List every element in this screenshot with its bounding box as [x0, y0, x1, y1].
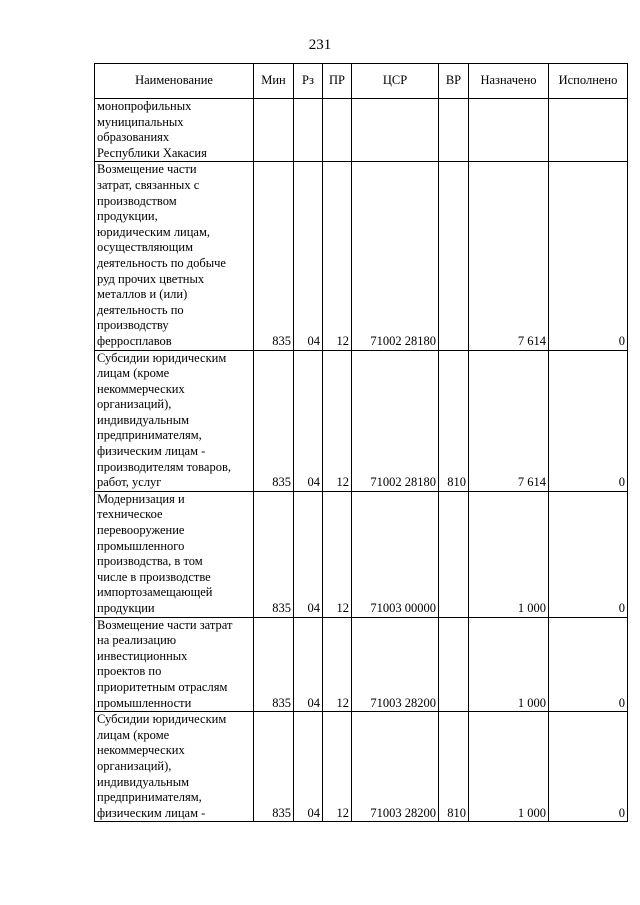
cell-vr — [439, 162, 469, 350]
cell-csr — [352, 99, 439, 162]
table-row — [95, 617, 628, 712]
row-name-line: индивидуальным — [97, 774, 190, 789]
cell-csr: 71002 28180 — [352, 162, 439, 350]
row-name-line: Возмещение части — [97, 162, 197, 177]
row-name-line: некоммерческих — [97, 381, 185, 396]
header-row — [95, 64, 628, 99]
row-name-line: импортозамещающей — [97, 585, 213, 600]
table-row — [95, 712, 628, 822]
row-name-line: физическим лицам - — [97, 805, 206, 820]
cell-rz: 04 — [294, 491, 323, 617]
row-name-line: осуществляющим — [97, 240, 193, 255]
cell-pr — [323, 99, 352, 162]
table-row — [95, 162, 628, 350]
cell-pr: 12 — [323, 350, 352, 491]
row-name-line: Республики Хакасия — [97, 145, 207, 160]
row-name-line: продукции, — [97, 209, 158, 224]
cell-assigned: 1 000 — [469, 491, 549, 617]
header-name: Наименование — [95, 64, 254, 99]
cell-assigned: 1 000 — [469, 617, 549, 712]
header-rz: Рз — [294, 64, 323, 99]
row-name-line: юридическим лицам, — [97, 224, 211, 239]
row-name-line: работ, услуг — [97, 475, 162, 490]
cell-pr: 12 — [323, 162, 352, 350]
cell-vr — [439, 617, 469, 712]
cell-csr: 71003 28200 — [352, 712, 439, 822]
cell-csr: 71003 00000 — [352, 491, 439, 617]
cell-csr: 71002 28180 — [352, 350, 439, 491]
cell-rz: 04 — [294, 712, 323, 822]
row-name-line: ферросплавов — [97, 333, 172, 348]
row-name — [95, 162, 254, 350]
row-name-line: производителям товаров, — [97, 459, 231, 474]
row-name-line: Субсидии юридическим — [97, 712, 227, 727]
row-name-line: продукции — [97, 601, 155, 615]
row-name-line: производством — [97, 193, 177, 208]
cell-assigned: 7 614 — [469, 350, 549, 491]
row-name-line: лицам (кроме — [97, 366, 170, 381]
budget-table — [94, 63, 628, 822]
row-name-line: организаций), — [97, 758, 172, 773]
row-name-line: физическим лицам - — [97, 444, 206, 459]
cell-pr: 12 — [323, 712, 352, 822]
row-name-line: Модернизация и — [97, 491, 185, 506]
cell-min: 835 — [254, 712, 294, 822]
cell-executed: 0 — [549, 350, 628, 491]
row-name-line: деятельность по добыче — [97, 255, 226, 270]
cell-vr — [439, 99, 469, 162]
cell-assigned: 7 614 — [469, 162, 549, 350]
row-name-line: предпринимателям, — [97, 428, 202, 443]
row-name-line: муниципальных — [97, 114, 184, 129]
cell-min — [254, 99, 294, 162]
cell-rz — [294, 99, 323, 162]
row-name-line: промышленного — [97, 538, 185, 553]
row-name-line: числе в производстве — [97, 569, 211, 584]
cell-executed: 0 — [549, 712, 628, 822]
header-executed: Исполнено — [549, 64, 628, 99]
cell-executed: 0 — [549, 617, 628, 712]
cell-pr: 12 — [323, 491, 352, 617]
row-name-line: техническое — [97, 507, 163, 522]
row-name-line: металлов и (или) — [97, 287, 188, 302]
row-name-line: некоммерческих — [97, 743, 185, 758]
row-name-line: инвестиционных — [97, 648, 188, 663]
header-pr: ПР — [323, 64, 352, 99]
row-name-line: индивидуальным — [97, 412, 190, 427]
row-name-line: деятельность по — [97, 302, 184, 317]
table-row — [95, 99, 628, 162]
cell-executed: 0 — [549, 491, 628, 617]
row-name-line: проектов по — [97, 664, 162, 679]
cell-min: 835 — [254, 162, 294, 350]
row-name-line: затрат, связанных с — [97, 177, 200, 192]
cell-rz: 04 — [294, 162, 323, 350]
row-name-line: Возмещение части затрат — [97, 617, 233, 632]
row-name-line: на реализацию — [97, 633, 177, 648]
row-name-line: монопрофильных — [97, 99, 192, 113]
cell-min: 835 — [254, 350, 294, 491]
row-name-line: организаций), — [97, 397, 172, 412]
row-name — [95, 712, 254, 822]
cell-executed — [549, 99, 628, 162]
cell-assigned: 1 000 — [469, 712, 549, 822]
cell-assigned — [469, 99, 549, 162]
row-name-line: руд прочих цветных — [97, 271, 205, 286]
row-name — [95, 491, 254, 617]
header-csr: ЦСР — [352, 64, 439, 99]
cell-min: 835 — [254, 617, 294, 712]
cell-csr: 71003 28200 — [352, 617, 439, 712]
cell-vr: 810 — [439, 350, 469, 491]
table-row — [95, 350, 628, 491]
cell-rz: 04 — [294, 617, 323, 712]
row-name — [95, 99, 254, 162]
row-name-line: перевооружение — [97, 523, 185, 538]
page-number: 231 — [308, 37, 332, 53]
cell-pr: 12 — [323, 617, 352, 712]
row-name-line: производства, в том — [97, 554, 203, 569]
cell-rz: 04 — [294, 350, 323, 491]
row-name-line: промышленности — [97, 695, 192, 710]
header-min: Мин — [254, 64, 294, 99]
row-name-line: Субсидии юридическим — [97, 350, 227, 365]
cell-executed: 0 — [549, 162, 628, 350]
row-name-line: лицам (кроме — [97, 727, 170, 742]
row-name-line: производству — [97, 318, 169, 333]
cell-min: 835 — [254, 491, 294, 617]
table-row — [95, 491, 628, 617]
row-name — [95, 617, 254, 712]
row-name-line: предпринимателям, — [97, 790, 202, 805]
row-name — [95, 350, 254, 491]
cell-vr — [439, 491, 469, 617]
header-assigned: Назначено — [469, 64, 549, 99]
row-name-line: приоритетным отраслям — [97, 679, 228, 694]
cell-vr: 810 — [439, 712, 469, 822]
header-vr: ВР — [439, 64, 469, 99]
row-name-line: образованиях — [97, 130, 170, 145]
